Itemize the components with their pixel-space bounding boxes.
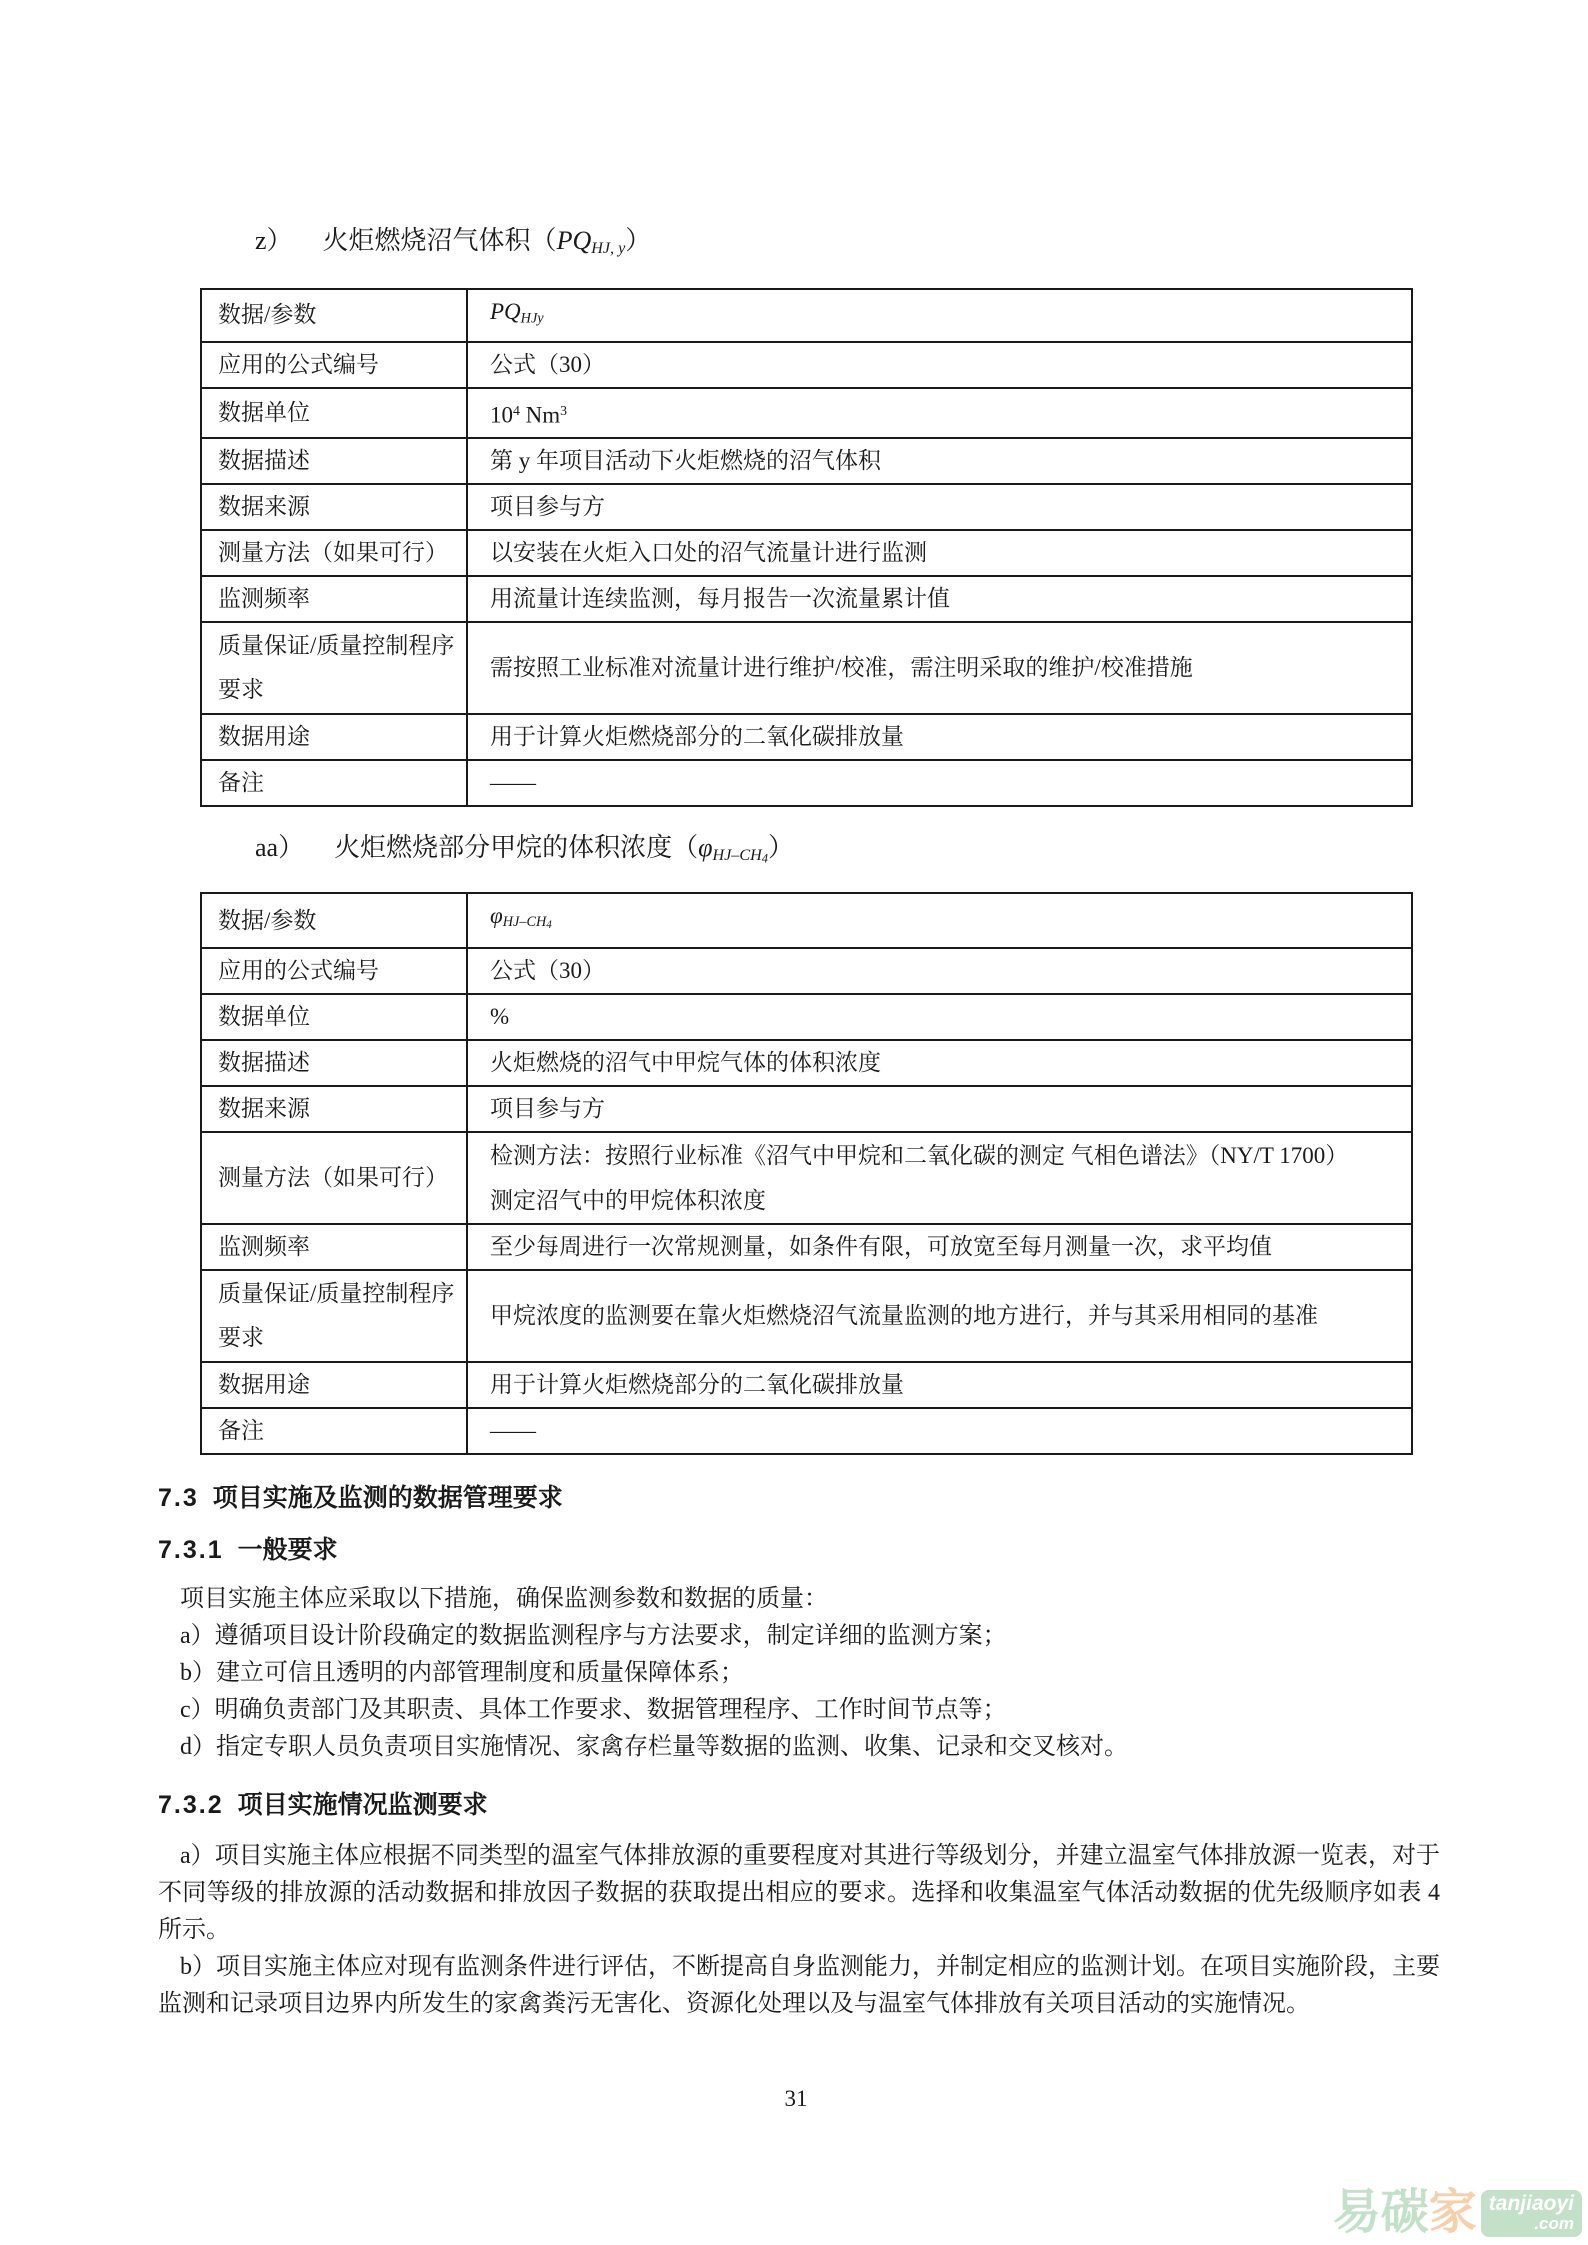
item-z-formula-base: PQ — [556, 226, 592, 255]
cell-label: 数据用途 — [201, 714, 467, 760]
cell-value: 用流量计连续监测，每月报告一次流量累计值 — [467, 576, 1412, 622]
section-heading-7-3-1 — [158, 1531, 1440, 1569]
table-row — [201, 484, 1412, 530]
cell-value: 项目参与方 — [467, 484, 1412, 530]
unit-exp: 4 — [513, 402, 520, 418]
table-row — [201, 622, 1412, 714]
table-row — [201, 994, 1412, 1040]
cell-label: 质量保证/质量控制程序要求 — [201, 1270, 467, 1362]
cell-value: 公式（30） — [467, 342, 1412, 388]
item-aa-formula-sub — [713, 847, 769, 864]
cell-value: 甲烷浓度的监测要在靠火炬燃烧沼气流量监测的地方进行，并与其采用相同的基准 — [467, 1270, 1412, 1362]
cell-value-line: 检测方法：按照行业标准《沼气中甲烷和二氧化碳的测定 气相色谱法》（NY/T 1700） — [490, 1143, 1349, 1169]
cell-value: 用于计算火炬燃烧部分的二氧化碳排放量 — [467, 714, 1412, 760]
cell-label: 数据来源 — [201, 484, 467, 530]
paragraph-731-intro: 项目实施主体应采取以下措施，确保监测参数和数据的质量： — [180, 1586, 828, 1613]
table-row — [201, 576, 1412, 622]
list-item-b: b）建立可信且透明的内部管理制度和质量保障体系； — [180, 1660, 744, 1687]
unit-base: Nm — [519, 402, 561, 428]
watermark-badge-line1: tanjiaoyi — [1488, 2191, 1574, 2215]
section-number: 7.3.1 — [158, 1536, 224, 1565]
cell-label: 监测频率 — [201, 1224, 467, 1270]
table-row — [201, 948, 1412, 994]
table-row — [201, 1086, 1412, 1132]
table-row — [201, 342, 1412, 388]
cell-value: 第 y 年项目活动下火炬燃烧的沼气体积 — [467, 438, 1412, 484]
watermark-text-orange: 家 — [1428, 2186, 1477, 2239]
formula-base: PQ — [490, 299, 521, 325]
paragraph-732-a: a）项目实施主体应根据不同类型的温室气体排放源的重要程度对其进行等级划分，并建立温室气体排放源一览表，对于不同等级的排放源的活动数据和排放因子数据的获取提出相应的要求。选择和收集温室气体活动数据的优先级顺序如表 4 所示。 — [158, 1843, 1440, 1944]
cell-value — [467, 1132, 1412, 1224]
section-title: 项目实施及监测的数据管理要求 — [212, 1484, 563, 1513]
cell-value: 以安装在火炬入口处的沼气流量计进行监测 — [467, 530, 1412, 576]
cell-label: 数据用途 — [201, 1362, 467, 1408]
table-row — [201, 1362, 1412, 1408]
cell-value: —— — [467, 1408, 1412, 1454]
cell-label: 数据单位 — [201, 994, 467, 1040]
table-row — [201, 530, 1412, 576]
cell-value-line: 测定沼气中的甲烷体积浓度 — [490, 1188, 766, 1214]
formula-sub: HJy — [520, 310, 544, 327]
unit-base: 10 — [490, 402, 513, 428]
item-z-close: ） — [625, 226, 652, 255]
table-row — [201, 1132, 1412, 1224]
heading-item-aa — [255, 829, 1440, 878]
cell-value — [467, 388, 1412, 439]
cell-value: 至少每周进行一次常规测量，如条件有限，可放宽至每月测量一次，求平均值 — [467, 1224, 1412, 1270]
cell-label: 测量方法（如果可行） — [201, 1132, 467, 1224]
section-title: 一般要求 — [237, 1536, 338, 1565]
item-aa-title: 火炬燃烧部分甲烷的体积浓度（ — [334, 833, 699, 863]
cell-label: 测量方法（如果可行） — [201, 530, 467, 576]
item-aa-formula-base: φ — [698, 833, 713, 863]
watermark-badge — [1481, 2190, 1582, 2237]
cell-label: 应用的公式编号 — [201, 342, 467, 388]
list-item-d: d）指定专职人员负责项目实施情况、家禽存栏量等数据的监测、收集、记录和交叉核对。 — [180, 1734, 1128, 1761]
cell-value: 项目参与方 — [467, 1086, 1412, 1132]
table-row — [201, 1224, 1412, 1270]
formula-sub-text: HJ–CH — [502, 914, 547, 931]
item-z-formula-sub: HJ, y — [591, 240, 626, 258]
formula-subsub-text: 4 — [546, 919, 552, 932]
cell-label: 数据来源 — [201, 1086, 467, 1132]
section-heading-7-3-2 — [158, 1786, 1440, 1824]
cell-value: —— — [467, 760, 1412, 806]
table-row — [201, 438, 1412, 484]
table-flare-methane-concentration — [200, 892, 1413, 1456]
cell-label: 监测频率 — [201, 576, 467, 622]
cell-label: 数据/参数 — [201, 893, 467, 949]
cell-label: 备注 — [201, 1408, 467, 1454]
cell-label: 数据/参数 — [201, 289, 467, 342]
table-row — [201, 714, 1412, 760]
table-row — [201, 1408, 1412, 1454]
cell-label: 备注 — [201, 760, 467, 806]
table-row — [201, 1040, 1412, 1086]
cell-label: 应用的公式编号 — [201, 948, 467, 994]
item-aa-label: aa） — [255, 833, 305, 863]
table-row — [201, 289, 1412, 342]
table-flare-biogas-volume — [200, 288, 1413, 807]
cell-label: 数据描述 — [201, 1040, 467, 1086]
watermark-text-green: 易碳 — [1332, 2186, 1429, 2239]
cell-label: 数据描述 — [201, 438, 467, 484]
formula-sub — [503, 914, 552, 930]
cell-value: 需按照工业标准对流量计进行维护/校准，需注明采取的维护/校准措施 — [467, 622, 1412, 714]
watermark-logo — [1332, 2186, 1582, 2239]
cell-value: % — [467, 994, 1412, 1040]
table-row — [201, 760, 1412, 806]
formula-subsub-text: 4 — [761, 851, 768, 866]
section-number: 7.3.2 — [158, 1791, 224, 1820]
table-row — [201, 1270, 1412, 1362]
paragraph-732-b: b）项目实施主体应对现有监测条件进行评估，不断提高自身监测能力，并制定相应的监测计划。在项目实施阶段，主要监测和记录项目边界内所发生的家禽粪污无害化、资源化处理以及与温室气体排放有关项目活动的实施情况。 — [158, 1954, 1440, 2018]
cell-label: 数据单位 — [201, 388, 467, 439]
heading-item-z — [255, 222, 1440, 268]
cell-value — [467, 289, 1412, 342]
item-z-label: z） — [255, 226, 293, 255]
unit-exp: 3 — [560, 402, 568, 418]
formula-base: φ — [490, 902, 503, 928]
cell-value — [467, 893, 1412, 949]
section-heading-7-3 — [158, 1479, 1440, 1517]
table-row — [201, 388, 1412, 439]
list-item-c: c）明确负责部门及其职责、具体工作要求、数据管理程序、工作时间节点等； — [180, 1697, 1007, 1724]
item-aa-close: ） — [768, 833, 795, 863]
item-z-title: 火炬燃烧沼气体积（ — [322, 226, 557, 255]
cell-value: 公式（30） — [467, 948, 1412, 994]
page-number: 31 — [784, 2086, 808, 2111]
watermark-badge-line2: .com — [1534, 2213, 1574, 2233]
table-row — [201, 893, 1412, 949]
cell-value: 用于计算火炬燃烧部分的二氧化碳排放量 — [467, 1362, 1412, 1408]
section-title: 项目实施情况监测要求 — [237, 1791, 488, 1820]
cell-label: 质量保证/质量控制程序要求 — [201, 622, 467, 714]
cell-value: 火炬燃烧的沼气中甲烷气体的体积浓度 — [467, 1040, 1412, 1086]
section-number: 7.3 — [158, 1484, 199, 1513]
formula-sub-text: HJ–CH — [712, 847, 762, 865]
list-item-a: a）遵循项目设计阶段确定的数据监测程序与方法要求，制定详细的监测方案； — [180, 1623, 1007, 1650]
